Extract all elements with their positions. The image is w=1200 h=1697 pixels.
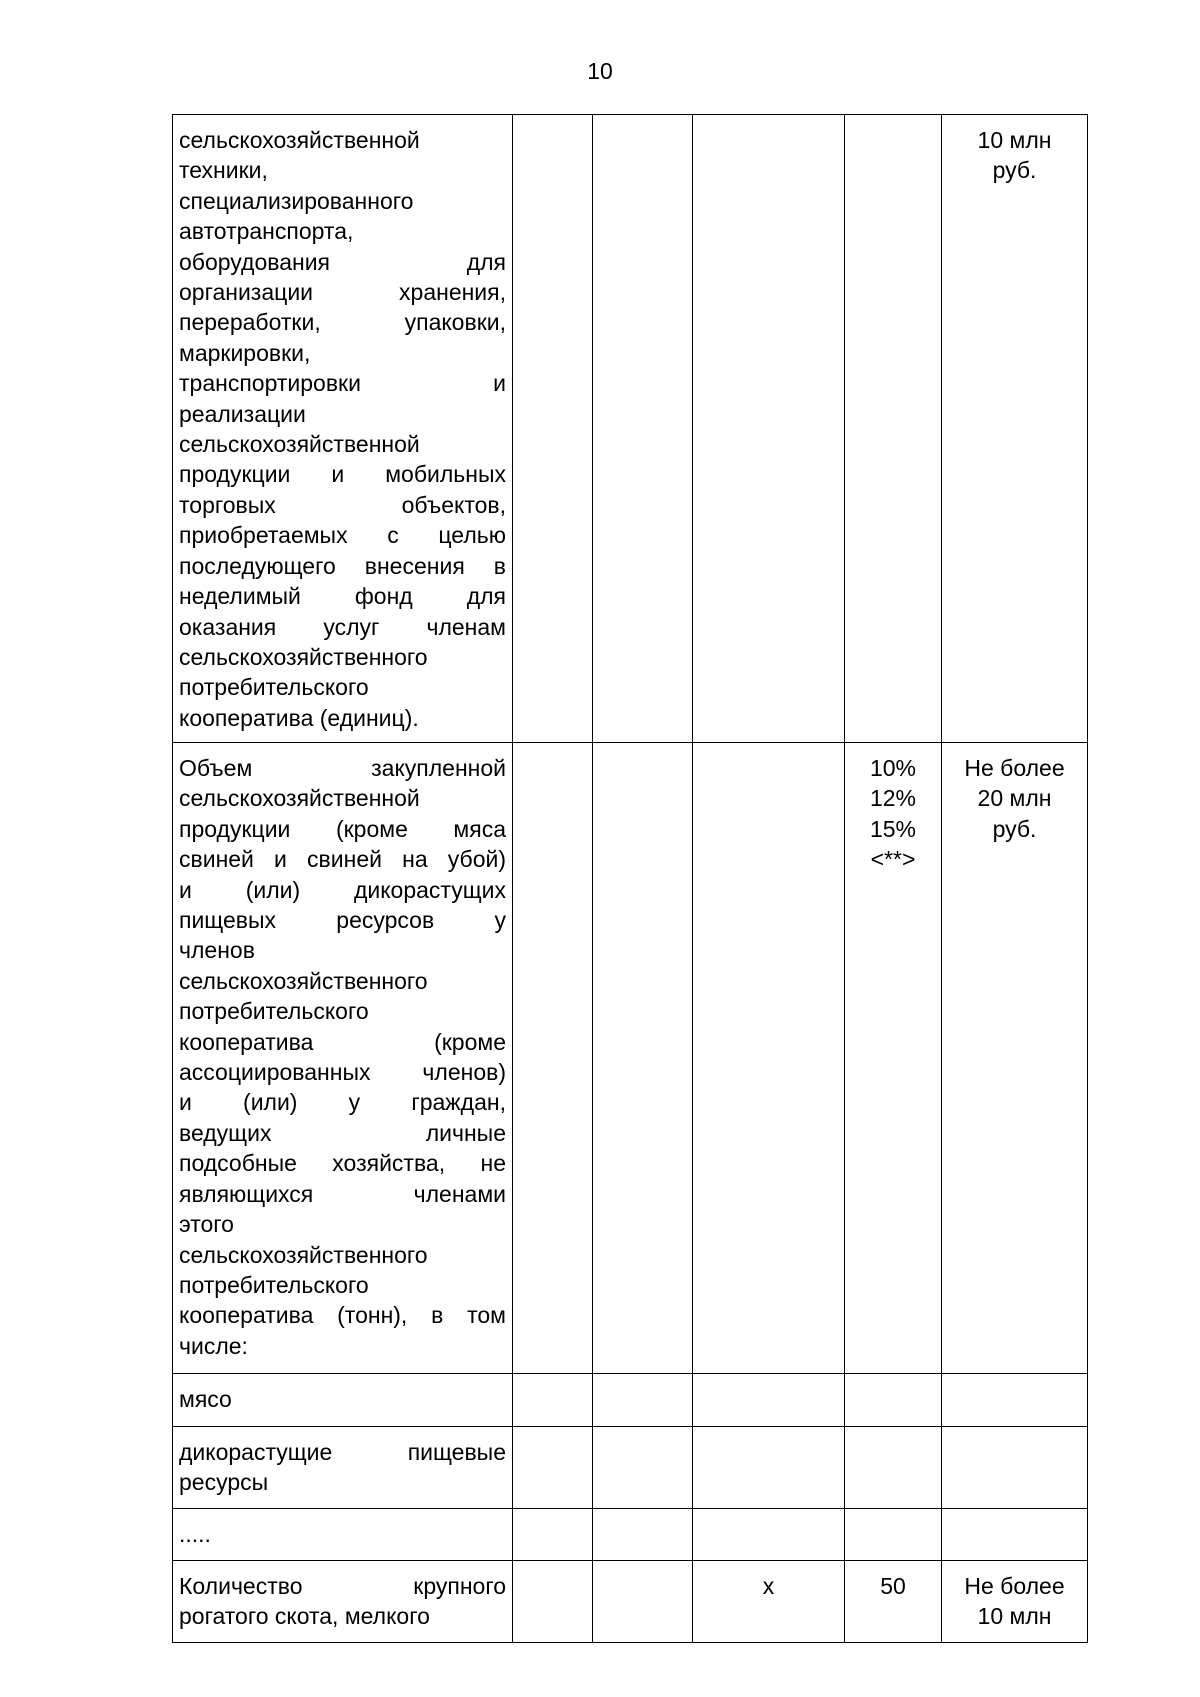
limit-cell	[942, 115, 1088, 743]
text-line: Не более	[964, 755, 1065, 781]
empty-cell	[593, 743, 693, 1374]
text-line: транспортировки и	[179, 370, 506, 397]
text-line: сельскохозяйственного	[179, 643, 428, 670]
value-cell	[693, 1509, 845, 1561]
page-number: 10	[587, 58, 613, 84]
text-line: торговых объектов,	[179, 491, 506, 518]
rate-cell	[845, 115, 942, 743]
text-line: сельскохозяйственной	[179, 431, 420, 458]
table-row	[173, 1509, 1088, 1561]
text-line: 50	[880, 1573, 906, 1599]
text-line: сельскохозяйственного	[179, 967, 428, 994]
text-line: автотранспорта,	[179, 218, 354, 245]
description-cell	[173, 1509, 513, 1561]
text-line: являющихся членами	[179, 1180, 506, 1207]
limit-cell	[942, 1374, 1088, 1427]
rate-cell	[845, 1427, 942, 1509]
text-line: и (или) дикорастущих	[179, 876, 506, 903]
text-line: кооператива (кроме	[179, 1028, 506, 1055]
empty-cell	[593, 1374, 693, 1427]
text-line: 12%	[869, 785, 917, 812]
text-line: неделимый фонд для	[179, 583, 506, 610]
empty-cell	[593, 115, 693, 743]
value-cell	[693, 115, 845, 743]
text-line: Не более	[964, 1573, 1065, 1599]
text-line: пищевых ресурсов у	[179, 907, 506, 934]
text-line: ассоциированных членов)	[179, 1059, 506, 1086]
text-line: Количество крупного	[179, 1573, 506, 1599]
text-line: последующего внесения в	[179, 552, 506, 579]
table-row	[173, 1561, 1088, 1643]
rate-cell	[845, 1509, 942, 1561]
text-line: членов	[179, 937, 255, 964]
text-line: маркировки,	[179, 339, 311, 366]
limit-cell	[942, 743, 1088, 1374]
text-line: 20 млн	[977, 785, 1052, 812]
table-row	[173, 1427, 1088, 1509]
description-cell	[173, 115, 513, 743]
text-line: сельскохозяйственной	[179, 785, 420, 812]
empty-cell	[593, 1509, 693, 1561]
limit-cell	[942, 1509, 1088, 1561]
text-line: оказания услуг членам	[179, 613, 506, 640]
text-line: потребительского	[179, 998, 369, 1025]
value-cell	[693, 1374, 845, 1427]
text-line: этого	[179, 1211, 234, 1238]
text-line: кооператива (тонн), в том	[179, 1302, 506, 1329]
text-line: .....	[179, 1521, 211, 1547]
text-line: потребительского	[179, 1271, 369, 1298]
text-line: числе:	[179, 1332, 248, 1359]
text-line: рогатого скота, мелкого	[179, 1603, 430, 1630]
text-line: потребительского	[179, 674, 369, 701]
text-line: 10%	[869, 755, 917, 781]
description-cell	[173, 1374, 513, 1427]
text-line: сельскохозяйственного	[179, 1241, 428, 1268]
empty-cell	[513, 1509, 593, 1561]
empty-cell	[513, 1561, 593, 1643]
value-cell: х	[693, 1561, 845, 1643]
text-line: мясо	[179, 1386, 232, 1412]
empty-cell	[513, 1374, 593, 1427]
rate-cell	[845, 743, 942, 1374]
limit-cell	[942, 1561, 1088, 1643]
description-cell	[173, 743, 513, 1374]
description-cell	[173, 1561, 513, 1643]
table-row	[173, 743, 1088, 1374]
text-line: организации хранения,	[179, 279, 506, 306]
table-row	[173, 115, 1088, 743]
text-line: приобретаемых с целью	[179, 522, 506, 549]
text-line: ведущих личные	[179, 1119, 506, 1146]
rate-cell	[845, 1374, 942, 1427]
text-line: кооператива (единиц).	[179, 704, 419, 731]
value-cell	[693, 743, 845, 1374]
text-line: дикорастущие пищевые	[179, 1439, 506, 1465]
empty-cell	[593, 1561, 693, 1643]
text-line: сельскохозяйственной	[179, 127, 420, 153]
text-line: продукции и мобильных	[179, 461, 506, 488]
text-line: и (или) у граждан,	[179, 1089, 506, 1116]
limit-cell	[942, 1427, 1088, 1509]
text-line: оборудования для	[179, 248, 506, 275]
text-line: реализации	[179, 400, 306, 427]
value-cell	[693, 1427, 845, 1509]
description-cell	[173, 1427, 513, 1509]
text-line: специализированного	[179, 187, 414, 214]
empty-cell	[513, 1427, 593, 1509]
text-line: переработки, упаковки,	[179, 309, 506, 336]
text-line: продукции (кроме мяса	[179, 815, 506, 842]
text-line: техники,	[179, 157, 268, 184]
text-line: <**>	[870, 846, 916, 873]
empty-cell	[513, 115, 593, 743]
text-line: 10 млн	[977, 1603, 1052, 1630]
text-line: руб.	[992, 815, 1037, 842]
text-line: Объем закупленной	[179, 755, 506, 781]
text-line: ресурсы	[179, 1469, 269, 1496]
text-line: подсобные хозяйства, не	[179, 1150, 506, 1177]
table-row	[173, 1374, 1088, 1427]
indicators-table	[172, 114, 1088, 1643]
empty-cell	[513, 743, 593, 1374]
text-line: 10 млн	[977, 127, 1052, 153]
text-line: 15%	[869, 815, 917, 842]
text-line: руб.	[992, 157, 1037, 184]
rate-cell	[845, 1561, 942, 1643]
text-line: свиней и свиней на убой)	[179, 846, 506, 873]
empty-cell	[593, 1427, 693, 1509]
